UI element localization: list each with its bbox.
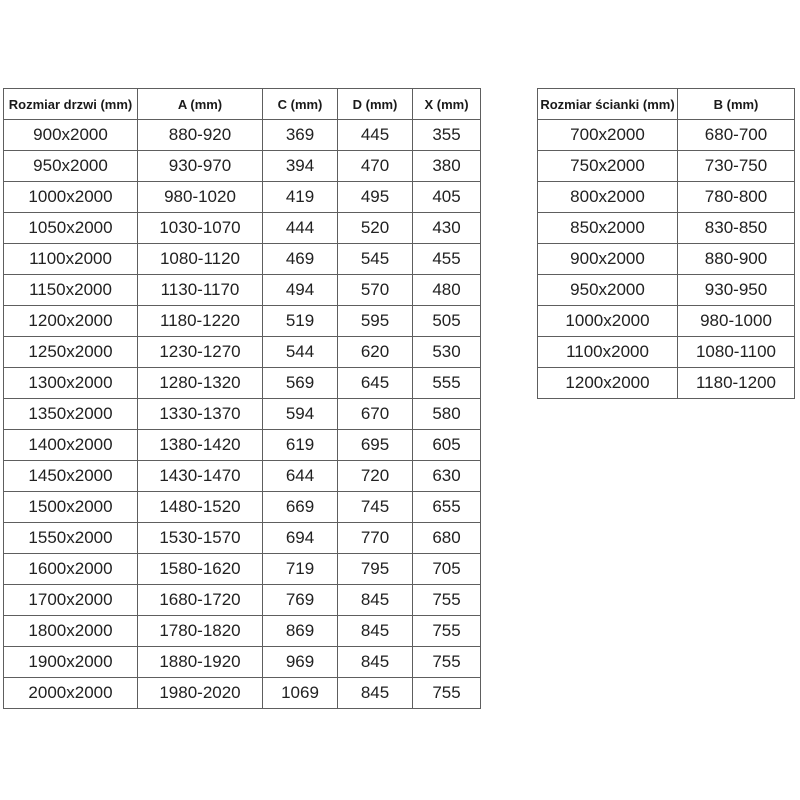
table-cell: 430 <box>413 213 481 244</box>
table-row <box>538 213 795 244</box>
table-cell: 755 <box>413 678 481 709</box>
table-cell: 645 <box>338 368 413 399</box>
table-cell: 1400x2000 <box>4 430 138 461</box>
table-cell: 750x2000 <box>538 151 678 182</box>
table-cell: 394 <box>263 151 338 182</box>
table-cell: 669 <box>263 492 338 523</box>
table-cell: 1200x2000 <box>4 306 138 337</box>
table-cell: 469 <box>263 244 338 275</box>
table-cell: 1069 <box>263 678 338 709</box>
table-cell: 580 <box>413 399 481 430</box>
table-cell: 755 <box>413 616 481 647</box>
table-cell: 700x2000 <box>538 120 678 151</box>
table-cell: 1800x2000 <box>4 616 138 647</box>
table-cell: 1080-1120 <box>138 244 263 275</box>
table-cell: 444 <box>263 213 338 244</box>
table-cell: 1900x2000 <box>4 647 138 678</box>
table-cell: 830-850 <box>678 213 795 244</box>
table-cell: 455 <box>413 244 481 275</box>
table-cell: 869 <box>263 616 338 647</box>
table-row <box>4 678 481 709</box>
table-cell: 1380-1420 <box>138 430 263 461</box>
table-cell: 1180-1220 <box>138 306 263 337</box>
table-cell: 705 <box>413 554 481 585</box>
table-cell: 380 <box>413 151 481 182</box>
table-cell: 1000x2000 <box>538 306 678 337</box>
table-cell: 1150x2000 <box>4 275 138 306</box>
table-row <box>4 585 481 616</box>
table-cell: 845 <box>338 585 413 616</box>
table-cell: 1300x2000 <box>4 368 138 399</box>
table-cell: 1550x2000 <box>4 523 138 554</box>
table-cell: 845 <box>338 616 413 647</box>
table-row <box>538 151 795 182</box>
table-cell: 2000x2000 <box>4 678 138 709</box>
table-row <box>4 616 481 647</box>
table-cell: 769 <box>263 585 338 616</box>
table-cell: 695 <box>338 430 413 461</box>
table-cell: 1700x2000 <box>4 585 138 616</box>
table-cell: 1780-1820 <box>138 616 263 647</box>
table-row <box>4 244 481 275</box>
column-header: B (mm) <box>678 89 795 120</box>
table-row <box>538 244 795 275</box>
column-header: A (mm) <box>138 89 263 120</box>
table-cell: 1130-1170 <box>138 275 263 306</box>
table-cell: 1000x2000 <box>4 182 138 213</box>
table-cell: 1880-1920 <box>138 647 263 678</box>
table-cell: 595 <box>338 306 413 337</box>
table-cell: 880-900 <box>678 244 795 275</box>
table-row <box>4 182 481 213</box>
table-cell: 1250x2000 <box>4 337 138 368</box>
table-cell: 1430-1470 <box>138 461 263 492</box>
table-cell: 1980-2020 <box>138 678 263 709</box>
table-cell: 880-920 <box>138 120 263 151</box>
table-cell: 950x2000 <box>538 275 678 306</box>
table-cell: 795 <box>338 554 413 585</box>
table-row <box>538 182 795 213</box>
table-cell: 845 <box>338 647 413 678</box>
table-cell: 980-1000 <box>678 306 795 337</box>
table-cell: 1200x2000 <box>538 368 678 399</box>
table-row <box>4 461 481 492</box>
table-cell: 1050x2000 <box>4 213 138 244</box>
table-cell: 1100x2000 <box>4 244 138 275</box>
table-cell: 850x2000 <box>538 213 678 244</box>
table-cell: 480 <box>413 275 481 306</box>
table-cell: 544 <box>263 337 338 368</box>
table-cell: 619 <box>263 430 338 461</box>
table-cell: 980-1020 <box>138 182 263 213</box>
table-row <box>4 337 481 368</box>
table-cell: 569 <box>263 368 338 399</box>
column-header: X (mm) <box>413 89 481 120</box>
table-cell: 969 <box>263 647 338 678</box>
table-cell: 755 <box>413 585 481 616</box>
table-cell: 680 <box>413 523 481 554</box>
table-cell: 800x2000 <box>538 182 678 213</box>
table-cell: 470 <box>338 151 413 182</box>
table-cell: 630 <box>413 461 481 492</box>
table-cell: 780-800 <box>678 182 795 213</box>
table-cell: 505 <box>413 306 481 337</box>
table-row <box>4 523 481 554</box>
table-cell: 845 <box>338 678 413 709</box>
header-row <box>4 89 481 120</box>
table-cell: 445 <box>338 120 413 151</box>
table-cell: 720 <box>338 461 413 492</box>
table-cell: 520 <box>338 213 413 244</box>
table-cell: 670 <box>338 399 413 430</box>
table-row <box>4 120 481 151</box>
table-cell: 419 <box>263 182 338 213</box>
table-row <box>538 337 795 368</box>
table-cell: 369 <box>263 120 338 151</box>
table-row <box>538 368 795 399</box>
table-row <box>4 275 481 306</box>
table-cell: 644 <box>263 461 338 492</box>
table-cell: 1330-1370 <box>138 399 263 430</box>
table-cell: 1100x2000 <box>538 337 678 368</box>
table-cell: 730-750 <box>678 151 795 182</box>
table-cell: 545 <box>338 244 413 275</box>
table-cell: 745 <box>338 492 413 523</box>
table-row <box>4 399 481 430</box>
table-cell: 620 <box>338 337 413 368</box>
table-cell: 755 <box>413 647 481 678</box>
table-row <box>4 213 481 244</box>
column-header: D (mm) <box>338 89 413 120</box>
table-row <box>4 368 481 399</box>
table-row <box>538 275 795 306</box>
table-cell: 694 <box>263 523 338 554</box>
table-row <box>4 306 481 337</box>
table-row <box>4 151 481 182</box>
table-cell: 680-700 <box>678 120 795 151</box>
table-cell: 770 <box>338 523 413 554</box>
door-size-table <box>3 88 481 709</box>
table-cell: 950x2000 <box>4 151 138 182</box>
column-header: Rozmiar ścianki (mm) <box>538 89 678 120</box>
table-cell: 355 <box>413 120 481 151</box>
table-cell: 900x2000 <box>538 244 678 275</box>
table-cell: 1450x2000 <box>4 461 138 492</box>
table-row <box>538 120 795 151</box>
table-row <box>4 492 481 523</box>
table-row <box>4 647 481 678</box>
table-cell: 405 <box>413 182 481 213</box>
table-cell: 719 <box>263 554 338 585</box>
table-row <box>4 554 481 585</box>
table-row <box>4 430 481 461</box>
table-cell: 555 <box>413 368 481 399</box>
header-row <box>538 89 795 120</box>
table-cell: 930-950 <box>678 275 795 306</box>
table-cell: 495 <box>338 182 413 213</box>
table-cell: 1230-1270 <box>138 337 263 368</box>
table-cell: 1500x2000 <box>4 492 138 523</box>
table-cell: 1350x2000 <box>4 399 138 430</box>
table-cell: 1180-1200 <box>678 368 795 399</box>
table-cell: 1600x2000 <box>4 554 138 585</box>
wall-panel-size-table <box>537 88 795 399</box>
table-cell: 530 <box>413 337 481 368</box>
column-header: C (mm) <box>263 89 338 120</box>
table-cell: 1030-1070 <box>138 213 263 244</box>
column-header: Rozmiar drzwi (mm) <box>4 89 138 120</box>
table-cell: 1530-1570 <box>138 523 263 554</box>
table-cell: 1280-1320 <box>138 368 263 399</box>
table-cell: 1580-1620 <box>138 554 263 585</box>
table-row <box>538 306 795 337</box>
table-cell: 570 <box>338 275 413 306</box>
table-cell: 494 <box>263 275 338 306</box>
table-cell: 1080-1100 <box>678 337 795 368</box>
table-cell: 519 <box>263 306 338 337</box>
table-cell: 930-970 <box>138 151 263 182</box>
table-cell: 1680-1720 <box>138 585 263 616</box>
table-cell: 594 <box>263 399 338 430</box>
table-cell: 605 <box>413 430 481 461</box>
table-cell: 655 <box>413 492 481 523</box>
table-cell: 900x2000 <box>4 120 138 151</box>
table-cell: 1480-1520 <box>138 492 263 523</box>
